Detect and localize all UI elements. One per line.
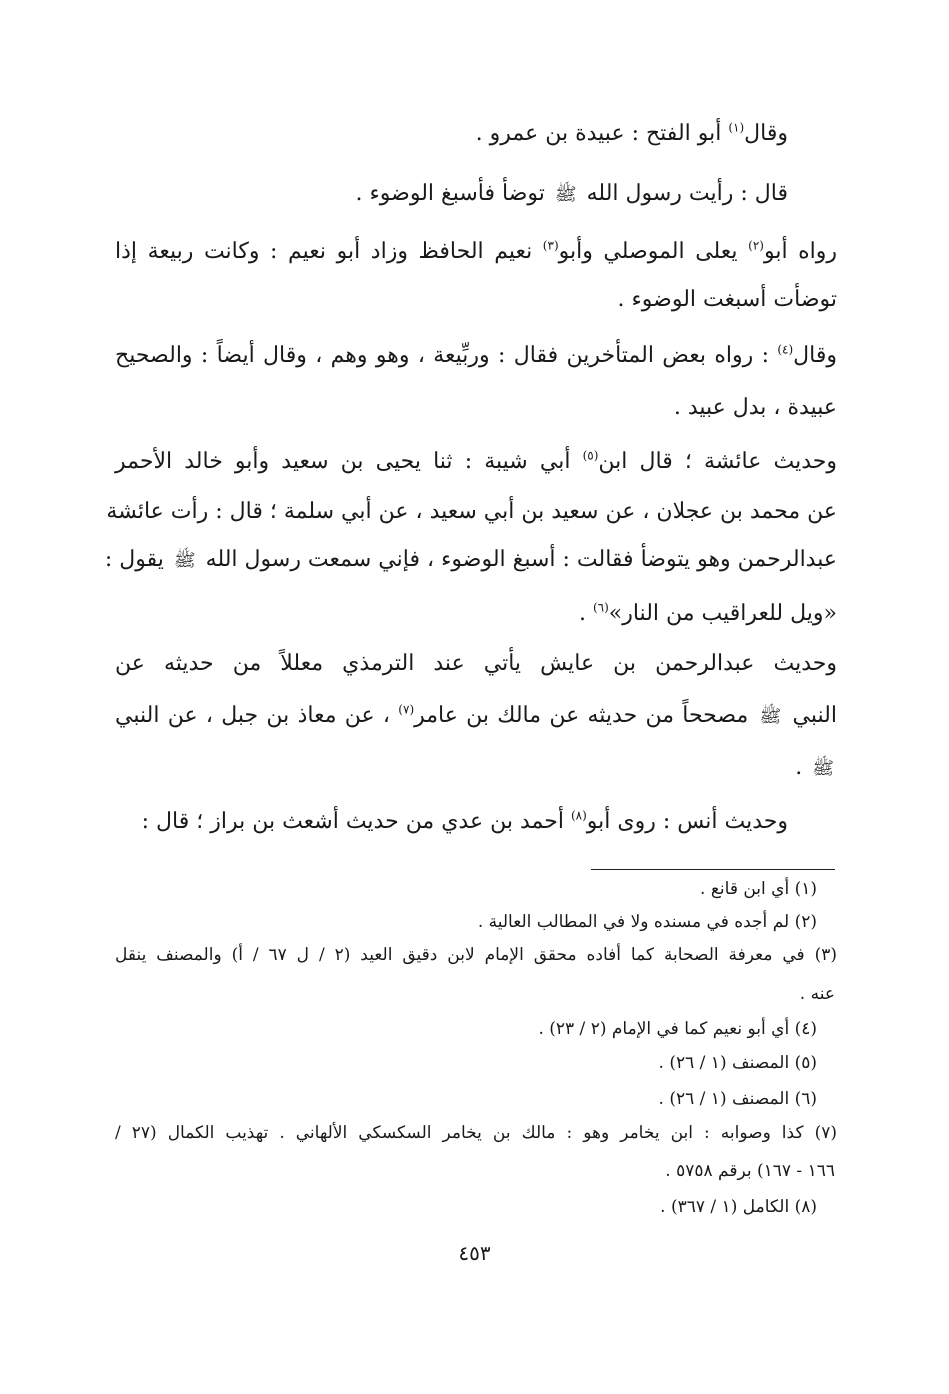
main-text-line	[115, 648, 837, 680]
footnote-text: (٥) المصنف (١ / ٢٦) .	[658, 1053, 817, 1073]
text-run: وحديث عبدالرحمن بن عايش يأتي عند الترمذي معللاً من حديثه عن	[115, 651, 837, 676]
footnote-ref-1[interactable]: (١)	[728, 120, 745, 135]
footnote-ref-4[interactable]: (٤)	[777, 342, 794, 357]
text-run: وحديث عائشة ؛ قال ابن	[598, 449, 838, 474]
main-text-line	[115, 700, 837, 733]
footnote-3	[115, 942, 837, 968]
text-run: يقول :	[104, 547, 171, 572]
main-text-line	[355, 178, 788, 211]
footnote-text: (٨) الكامل (١ / ٣٦٧) .	[660, 1197, 817, 1217]
text-run: مصححاً من حديثه عن مالك بن عامر	[414, 703, 757, 728]
salawat-symbol-icon: ﷺ	[812, 758, 834, 779]
text-run: .	[578, 601, 593, 626]
footnote-ref-3[interactable]: (٣)	[542, 238, 559, 253]
text-run: وحديث أنس : روى أبو	[586, 809, 788, 834]
footnote-5	[659, 1050, 817, 1076]
text-run: أحمد بن عدي من حديث أشعث بن براز ؛ قال :	[141, 809, 571, 834]
footnote-text: (٢) لم أجده في مسنده ولا في المطالب العالية .	[477, 912, 817, 932]
text-run: نعيم الحافظ وزاد أبو نعيم : وكانت ربيعة إذا	[115, 239, 543, 264]
text-run: توضأ فأسبغ الوضوء .	[355, 181, 552, 206]
footnote-ref-8[interactable]: (٨)	[570, 808, 587, 823]
footnote-1	[700, 876, 817, 902]
main-text-line	[795, 752, 837, 785]
salawat-symbol-icon: ﷺ	[759, 706, 782, 727]
main-text-line	[617, 284, 837, 316]
salawat-symbol-icon: ﷺ	[173, 550, 196, 571]
main-text-line	[106, 496, 837, 528]
text-run: وقال	[744, 121, 788, 146]
footnote-text: (٦) المصنف (١ / ٢٦) .	[658, 1089, 817, 1109]
main-text-line	[579, 598, 837, 630]
main-text-line	[115, 340, 837, 372]
text-run: النبي	[784, 703, 837, 728]
footnote-divider	[591, 869, 835, 870]
footnote-6	[659, 1086, 817, 1112]
text-run: رواه أبو	[763, 239, 838, 264]
text-run: يعلى الموصلي وأبو	[558, 239, 749, 264]
footnote-8	[660, 1194, 817, 1220]
footnote-7-continued	[665, 1158, 835, 1184]
main-text-line	[104, 544, 837, 577]
main-text-line	[674, 392, 837, 424]
footnote-ref-5[interactable]: (٥)	[582, 448, 599, 463]
text-run: عن محمد بن عجلان ، عن سعيد بن أبي سعيد ، عن أبي سلمة ؛ قال : رأت عائشة	[106, 499, 837, 524]
footnote-text: (٣) في معرفة الصحابة كما أفاده محقق الإمام لابن دقيق العيد (٢ / ل ٦٧ / أ) والمصنف ينقل	[115, 945, 837, 965]
main-text-line	[476, 118, 788, 150]
footnote-3-continued	[800, 981, 835, 1007]
footnote-text: (٤) أي أبو نعيم كما في الإمام (٢ / ٢٣) .	[538, 1019, 817, 1039]
footnote-text: عنه .	[799, 984, 835, 1004]
footnote-ref-7[interactable]: (٧)	[398, 702, 415, 717]
page-number: ٤٥٣	[458, 1241, 491, 1265]
footnote-7	[115, 1120, 837, 1146]
footnote-2	[478, 909, 817, 935]
text-run: .	[795, 755, 810, 780]
text-run: ، عن معاذ بن جبل ، عن النبي	[115, 703, 399, 728]
footnote-4	[538, 1016, 817, 1042]
footnote-text: ١٦٦ - ١٦٧) برقم ٥٧٥٨ .	[665, 1161, 835, 1181]
footnote-text: (٧) كذا وصوابه : ابن يخامر وهو : مالك بن يخامر السكسكي الألهاني . تهذيب الكمال (٢٧ /	[115, 1123, 837, 1143]
main-text-line	[115, 446, 837, 478]
text-run: قال : رأيت رسول الله	[579, 181, 788, 206]
salawat-symbol-icon: ﷺ	[554, 184, 577, 205]
main-text-line	[115, 236, 837, 268]
text-run: أبو الفتح : عبيدة بن عمرو .	[475, 121, 729, 146]
footnote-ref-6[interactable]: (٦)	[592, 600, 609, 615]
text-run: «ويل للعراقيب من النار»	[608, 601, 837, 626]
text-run: عبدالرحمن وهو يتوضأ فقالت : أسبغ الوضوء ، فإني سمعت رسول الله	[198, 547, 837, 572]
text-run: وقال	[793, 343, 837, 368]
text-run: : رواه بعض المتأخرين فقال : وربِّيعة ، وهو وهم ، وقال أيضاً : والصحيح	[115, 343, 778, 368]
footnote-text: (١) أي ابن قانع .	[700, 879, 817, 899]
text-run: توضأت أسبغت الوضوء .	[617, 287, 837, 312]
main-text-line	[142, 806, 788, 838]
text-run: أبي شيبة : ثنا يحيى بن سعيد وأبو خالد الأحمر	[115, 449, 583, 474]
text-run: عبيدة ، بدل عبيد .	[673, 395, 837, 420]
footnote-ref-2[interactable]: (٢)	[748, 238, 764, 253]
